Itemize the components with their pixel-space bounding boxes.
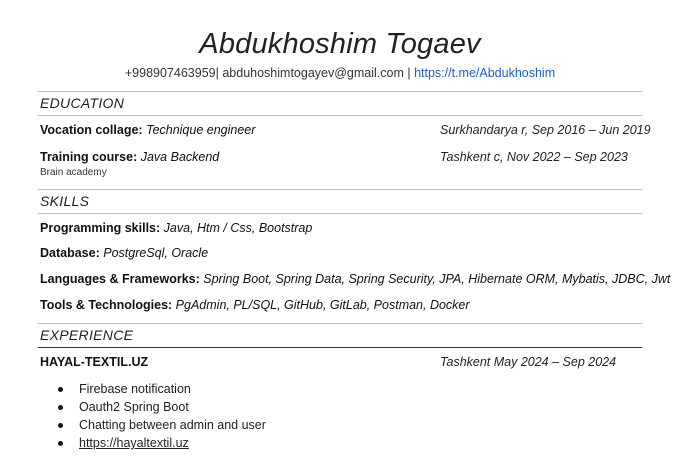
skill-value: Spring Boot, Spring Data, Spring Security, JPA, Hibernate ORM, Mybatis, JDBC, Jwt (203, 272, 671, 286)
phone-number: +998907463959 (124, 66, 216, 80)
contact-line (0, 66, 680, 80)
company-name: HAYAL-TEXTIL.UZ (40, 355, 149, 369)
skill-item (40, 246, 208, 260)
education-item (40, 150, 219, 164)
education-value: Java Backend (140, 150, 220, 164)
email-address: abduhoshimtogayev@gmail.com (222, 66, 404, 80)
divider (38, 189, 642, 190)
experience-period: Tashkent May 2024 – Sep 2024 (440, 355, 617, 369)
contact-separator: | (215, 66, 223, 80)
list-item (58, 434, 266, 452)
list-item (58, 416, 266, 434)
candidate-name: Abdukhoshim Togaev (199, 28, 481, 60)
skill-label: Programming skills: (40, 221, 161, 235)
education-value: Technique engineer (146, 123, 256, 137)
list-item (58, 380, 266, 398)
skill-item (40, 272, 670, 286)
section-title-education: EDUCATION (40, 95, 125, 111)
skill-label: Tools & Technologies: (40, 298, 173, 312)
education-institution: Brain academy (40, 167, 107, 178)
bullet-icon (58, 405, 63, 410)
divider (38, 115, 642, 116)
education-label: Training course: (40, 150, 138, 164)
skill-value: PgAdmin, PL/SQL, GitHub, GitLab, Postman, Docker (175, 298, 470, 312)
divider (38, 323, 642, 324)
bullet-icon (58, 441, 63, 446)
skill-label: Database: (40, 246, 100, 260)
bullet-icon (58, 387, 63, 392)
bullet-text: Oauth2 Spring Boot (79, 400, 189, 414)
divider (38, 347, 642, 348)
skill-item (40, 298, 470, 312)
skill-label: Languages & Frameworks: (40, 272, 200, 286)
list-item (58, 398, 266, 416)
divider (38, 91, 642, 92)
bullet-text: Firebase notification (79, 382, 191, 396)
divider (38, 213, 642, 214)
education-place: Tashkent c, Nov 2022 – Sep 2023 (440, 150, 628, 164)
experience-bullets (58, 380, 266, 452)
education-place: Surkhandarya r, Sep 2016 – Jun 2019 (440, 123, 651, 137)
section-title-skills: SKILLS (40, 193, 90, 209)
bullet-text: Chatting between admin and user (79, 418, 266, 432)
skill-item (40, 221, 312, 235)
bullet-icon (58, 423, 63, 428)
skill-value: Java, Htm / Css, Bootstrap (163, 221, 313, 235)
education-item (40, 123, 255, 137)
skill-value: PostgreSql, Oracle (103, 246, 209, 260)
contact-separator: | (403, 66, 415, 80)
section-title-experience: EXPERIENCE (40, 327, 134, 343)
website-link[interactable]: https://hayaltextil.uz (79, 436, 189, 450)
telegram-link[interactable]: https://t.me/Abdukhoshim (414, 66, 556, 80)
education-label: Vocation collage: (40, 123, 143, 137)
